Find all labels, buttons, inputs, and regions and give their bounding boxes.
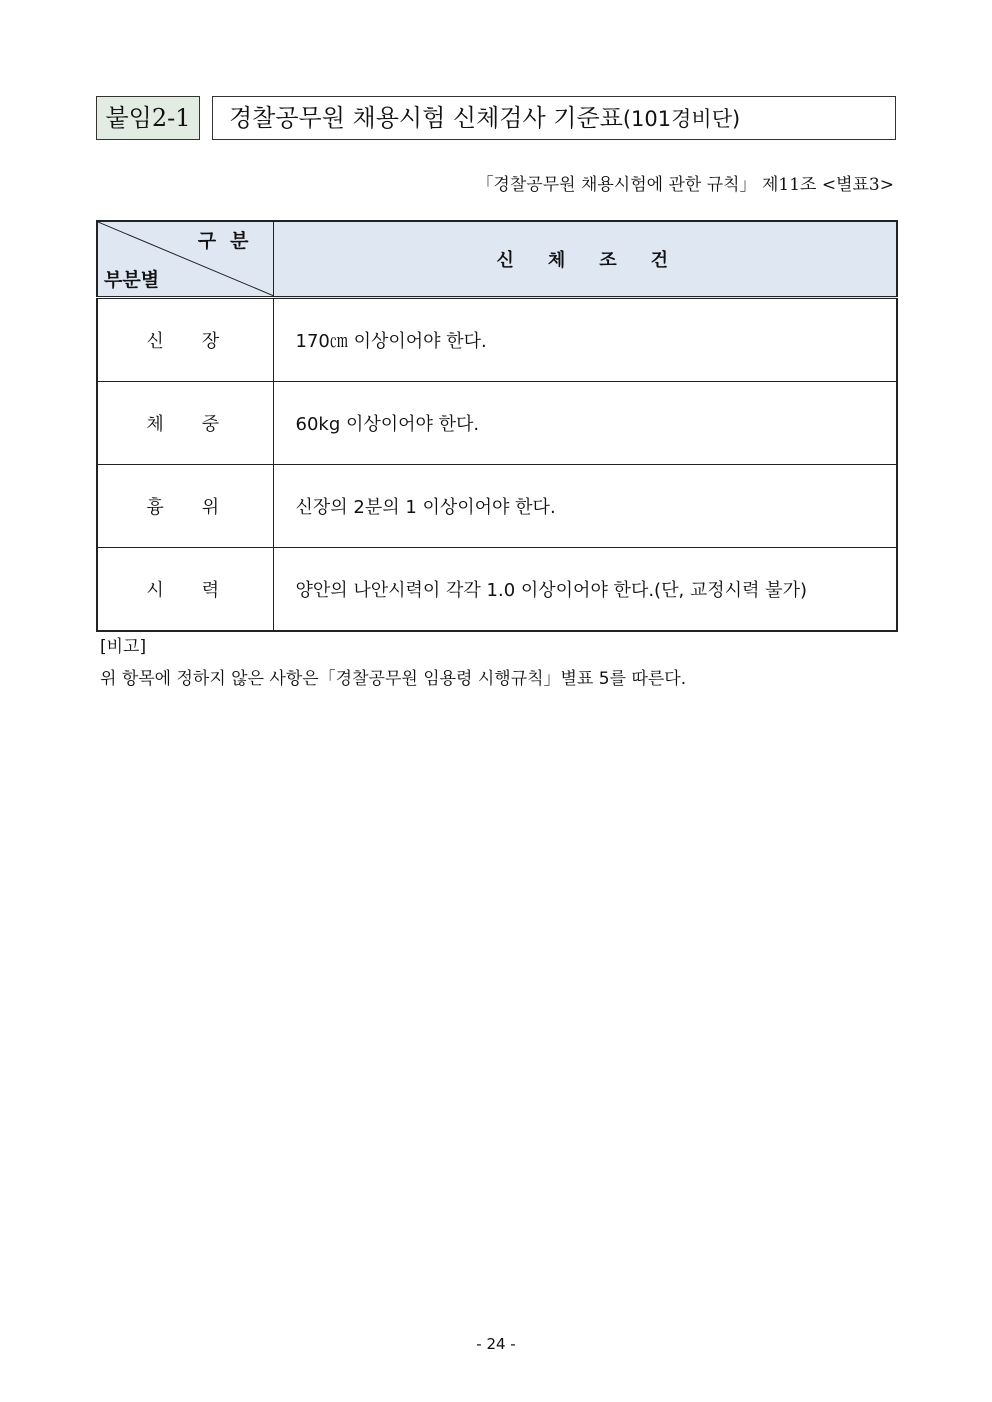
physical-criteria-table [96,220,898,632]
row-label: 시력 [97,548,273,632]
table-header-row [97,221,897,298]
row-condition: 60kg 이상이어야 한다. [273,382,897,465]
row-condition: 170㎝ 이상이어야 한다. [273,298,897,382]
column-header: 신체조건 [273,221,897,298]
attachment-badge: 붙임2-1 [96,96,200,140]
source-reference: 「경찰공무원 채용시험에 관한 규칙」 제11조 <별표3> [476,175,894,195]
table-row [97,548,897,632]
corner-cell [97,221,273,298]
row-condition: 신장의 2분의 1 이상이어야 한다. [273,465,897,548]
row-label: 흉위 [97,465,273,548]
notes-text: 위 항목에 정하지 않은 사항은「경찰공무원 임용령 시행규칙」별표 5를 따른다. [100,669,687,689]
document-title [212,96,896,140]
title-suffix: (101경비단) [622,107,741,131]
row-condition: 양안의 나안시력이 각각 1.0 이상이어야 한다.(단, 교정시력 불가) [273,548,897,632]
page-number: - 24 - [476,1335,516,1353]
corner-top-label: 구분 [197,230,263,252]
table-row [97,382,897,465]
table-row [97,465,897,548]
table-row [97,298,897,382]
title-main: 경찰공무원 채용시험 신체검사 기준표 [229,104,623,132]
row-label: 체중 [97,382,273,465]
corner-bottom-label: 부분별 [104,269,160,291]
row-label: 신장 [97,298,273,382]
title-row [96,96,896,142]
notes-heading: [비고] [100,637,147,657]
